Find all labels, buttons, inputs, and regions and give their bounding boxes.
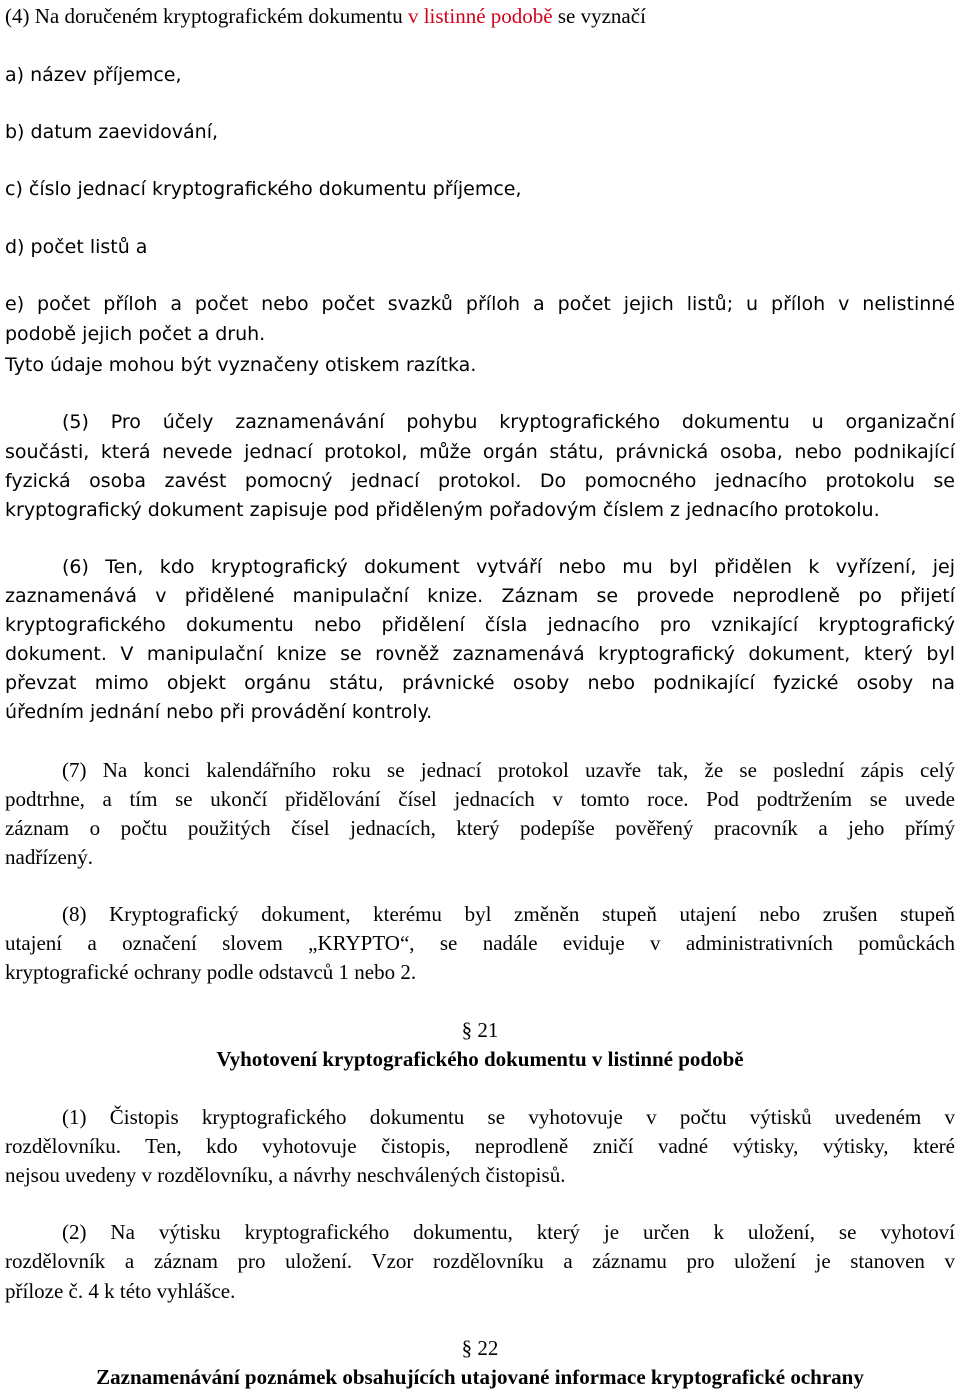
list-item-e-line-2: podobě jejich počet a druh.	[5, 323, 266, 345]
section-22-title: Zaznamenávání poznámek obsahujících utajované informace kryptografické ochrany	[96, 1365, 864, 1389]
list-item-a: a) název příjemce,	[5, 64, 182, 86]
paragraph-8-line-2: utajení a označení slovem „KRYPTO“, se nadále eviduje v administrativních pomůckách	[5, 931, 955, 955]
section-21-paragraph-1-line-2: rozdělovníku. Ten, kdo vyhotovuje čistopis, neprodleně zničí vadné výtisky, výtisky, které	[5, 1134, 955, 1158]
paragraph-4-intro-highlight: v listinné podobě	[407, 4, 553, 28]
paragraph-6-line-3: kryptografického dokumentu nebo přidělení čísla jednacího pro vznikající kryptografický	[5, 614, 955, 636]
paragraph-6-line-5: převzat mimo objekt orgánu státu, právnické osoby nebo podnikající fyzické osoby na	[5, 672, 955, 694]
paragraph-5-line-1: (5) Pro účely zaznamenávání pohybu kryptografického dokumentu u organizační	[62, 411, 955, 433]
section-21-paragraph-2-line-3: příloze č. 4 k této vyhlášce.	[5, 1279, 236, 1303]
section-21-paragraph-2-line-1: (2) Na výtisku kryptografického dokumentu, který je určen k uložení, se vyhotoví	[62, 1220, 955, 1244]
paragraph-5-line-2: součásti, která nevede jednací protokol, může orgán státu, právnická osoba, nebo podnikající	[5, 441, 955, 463]
paragraph-6-line-2: zaznamenává v přidělené manipulační knize. Záznam se provede neprodleně po přijetí	[5, 585, 955, 607]
list-item-c: c) číslo jednací kryptografického dokumentu příjemce,	[5, 178, 522, 200]
paragraph-4-intro-before: (4) Na doručeném kryptografickém dokumentu	[5, 4, 408, 28]
paragraph-8-line-1: (8) Kryptografický dokument, kterému byl změněn stupeň utajení nebo zrušen stupeň	[62, 902, 955, 926]
paragraph-4-intro	[5, 2, 955, 31]
paragraph-4-intro-after: se vyznačí	[552, 4, 646, 28]
paragraph-7-line-3: záznam o počtu použitých čísel jednacích, který podepíše pověřený pracovník a jeho přímý	[5, 816, 955, 840]
section-21-paragraph-1-line-1: (1) Čistopis kryptografického dokumentu se vyhotovuje v počtu výtisků uvedeném v	[62, 1105, 955, 1129]
paragraph-8-line-3: kryptografické ochrany podle odstavců 1 nebo 2.	[5, 960, 417, 984]
paragraph-5-line-3: fyzická osoba zavést pomocný jednací protokol. Do pomocného jednacího protokolu se	[5, 470, 955, 492]
section-21-number: § 21	[461, 1018, 499, 1042]
section-21-title: Vyhotovení kryptografického dokumentu v listinné podobě	[216, 1047, 744, 1071]
paragraph-7-line-2: podtrhne, a tím se ukončí přidělování čísel jednacích v tomto roce. Pod podtržením se uvede	[5, 787, 955, 811]
paragraph-4-note: Tyto údaje mohou být vyznačeny otiskem razítka.	[5, 354, 477, 376]
paragraph-6-line-6: úředním jednání nebo při provádění kontroly.	[5, 701, 433, 723]
list-item-d: d) počet listů a	[5, 236, 148, 258]
paragraph-7-line-1: (7) Na konci kalendářního roku se jednací protokol uzavře tak, že se poslední zápis celý	[62, 758, 955, 782]
list-item-e-line-1: e) počet příloh a počet nebo počet svazků příloh a počet jejich listů; u příloh v nelistinné	[5, 293, 955, 315]
section-21-paragraph-2-line-2: rozdělovník a záznam pro uložení. Vzor rozdělovníku a záznamu pro uložení je stanoven v	[5, 1249, 955, 1273]
section-22-number: § 22	[461, 1336, 499, 1360]
paragraph-5-line-4: kryptografický dokument zapisuje pod přiděleným pořadovým číslem z jednacího protokolu.	[5, 499, 880, 521]
paragraph-6-line-1: (6) Ten, kdo kryptografický dokument vytváří nebo mu byl přidělen k vyřízení, jej	[62, 556, 955, 578]
paragraph-6-line-4: dokument. V manipulační knize se rovněž zaznamenává kryptografický dokument, který byl	[5, 643, 955, 665]
paragraph-7-line-4: nadřízený.	[5, 845, 94, 869]
list-item-b: b) datum zaevidování,	[5, 121, 219, 143]
section-21-paragraph-1-line-3: nejsou uvedeny v rozdělovníku, a návrhy neschválených čistopisů.	[5, 1163, 566, 1187]
